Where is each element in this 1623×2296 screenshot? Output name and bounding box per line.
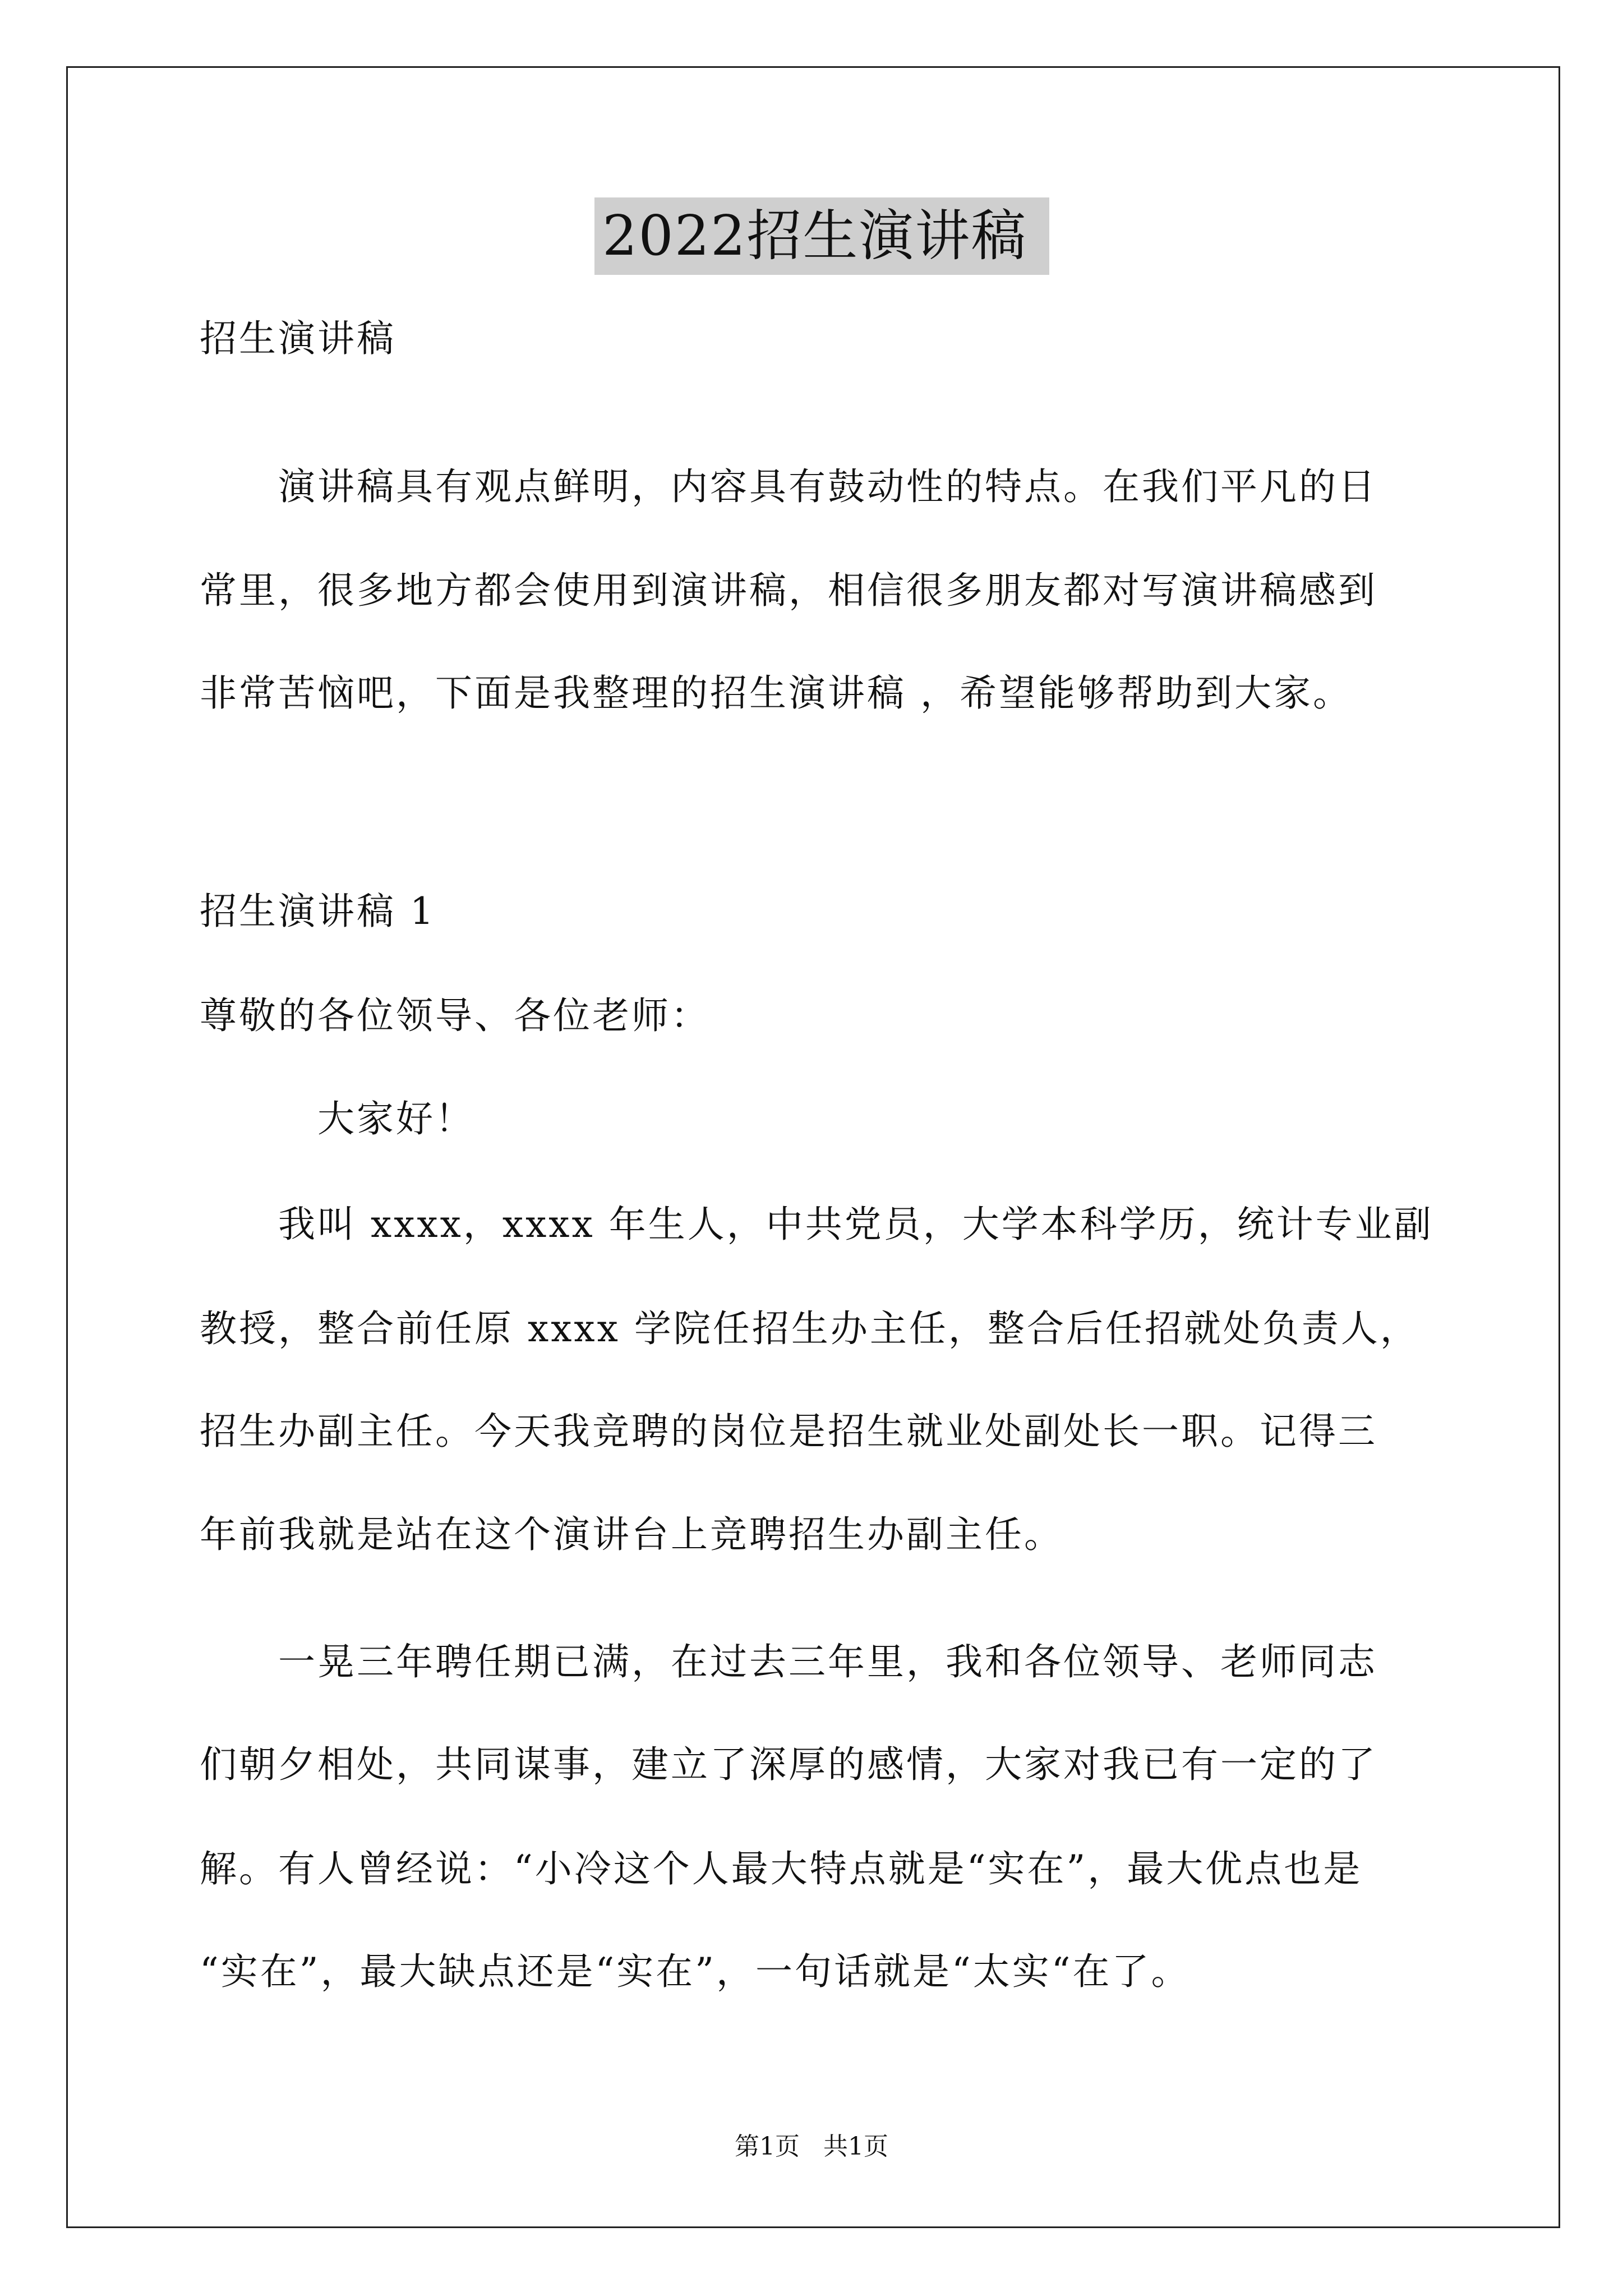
line-greeting: 大家好！ — [200, 1097, 474, 1140]
line-para2-4: “实在”，最大缺点还是“实在”，一句话就是“太实“在了。 — [200, 1950, 1191, 1993]
line-intro-3: 非常苦恼吧，下面是我整理的招生演讲稿 ，希望能够帮助到大家。 — [200, 671, 1352, 715]
line-salutation: 尊敬的各位领导、各位老师： — [200, 994, 710, 1037]
line-para2-1: 一晃三年聘任期已满，在过去三年里，我和各位领导、老师同志 — [200, 1640, 1377, 1683]
line-para2-2: 们朝夕相处，共同谋事，建立了深厚的感情，大家对我已有一定的了 — [200, 1743, 1377, 1786]
line-para1-4: 年前我就是站在这个演讲台上竞聘招生办副主任。 — [200, 1513, 1063, 1556]
line-para1-2: 教授，整合前任原 xxxx 学院任招生办主任，整合后任招就处负责人， — [200, 1307, 1419, 1350]
line-para2-3: 解。有人曾经说：“小冷这个人最大特点就是“实在”，最大优点也是 — [200, 1847, 1363, 1890]
line-para1-3: 招生办副主任。今天我竞聘的岗位是招生就业处副处长一职。记得三 — [200, 1410, 1377, 1453]
line-section-heading-1: 招生演讲稿 1 — [200, 890, 436, 933]
line-intro-1: 演讲稿具有观点鲜明，内容具有鼓动性的特点。在我们平凡的日 — [200, 465, 1377, 508]
page-frame — [66, 66, 1560, 2228]
line-heading: 招生演讲稿 — [200, 317, 396, 360]
page-number-current: 第1页 — [735, 2132, 800, 2161]
line-intro-2: 常里，很多地方都会使用到演讲稿，相信很多朋友都对写演讲稿感到 — [200, 569, 1377, 612]
page-footer — [0, 2130, 1623, 2164]
page-number-total: 共1页 — [823, 2132, 888, 2161]
line-para1-1: 我叫 xxxx，xxxx 年生人，中共党员，大学本科学历，统计专业副 — [200, 1203, 1433, 1246]
document-title: 2022招生演讲稿 — [594, 197, 1049, 275]
